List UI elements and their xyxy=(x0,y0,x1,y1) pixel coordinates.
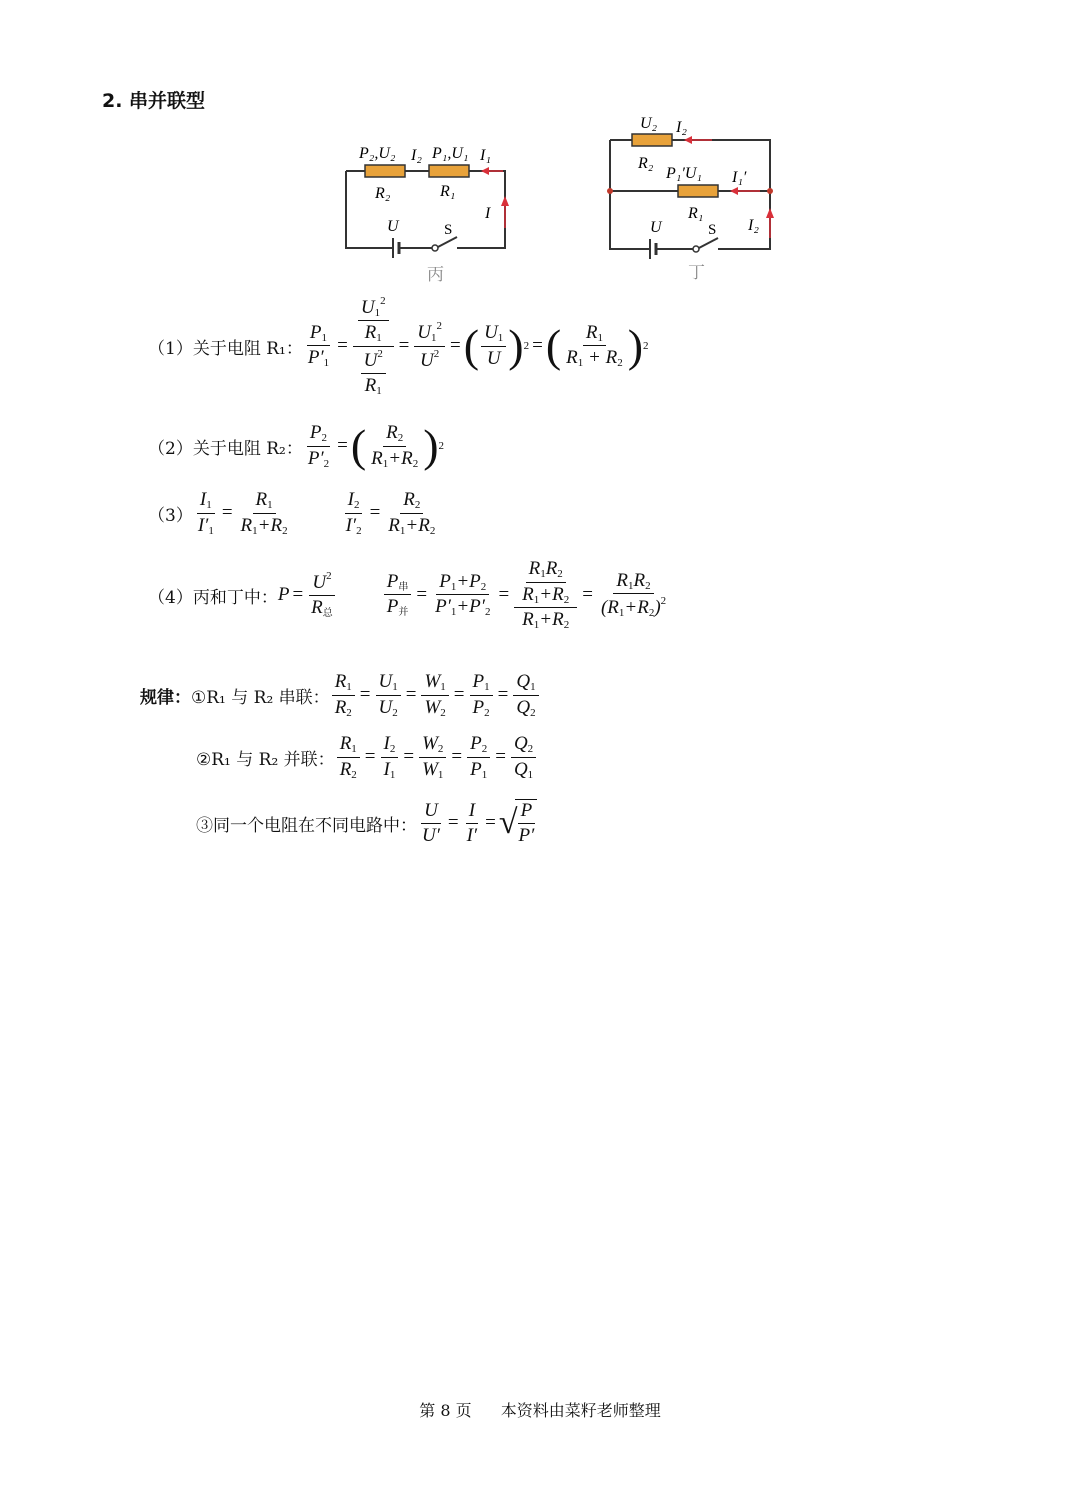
bing-label-i2: I₂ xyxy=(411,147,422,164)
formula-item-2: （2）关于电阻 R₂： $\frac{P_2}{P'_2}$ = ( $\frac{R_2}{R_1+R_2}$ ) 2 xyxy=(148,420,445,471)
sub-chuan: 串 xyxy=(398,581,409,593)
ding-label-u: U xyxy=(650,219,662,236)
page-footer xyxy=(0,1398,1080,1421)
ding-label-s: S xyxy=(708,222,717,238)
ding-label-i1p: I₁′ xyxy=(732,169,747,186)
rule-3: ③同一个电阻在不同电路中： $\frac{U}{U'}$ = $\frac{I}{I'}$ = √ $\frac{P}{P'}$ xyxy=(196,794,539,852)
sub-zong: 总 xyxy=(322,608,333,620)
source-note: 本资料由菜籽老师整理 xyxy=(500,1401,661,1420)
bing-caption: 丙 xyxy=(427,265,444,284)
item2-label: （2）关于电阻 R₂： xyxy=(148,438,303,459)
bing-label-s: S xyxy=(444,222,453,238)
rule2-label: ②R₁ 与 R₂ 并联： xyxy=(196,749,335,770)
circuit-bing-diagram xyxy=(335,138,525,288)
ding-label-i2-top: I₂ xyxy=(676,119,687,136)
rule-2: ②R₁ 与 R₂ 并联： $\frac{R_1}{R_2}$ = $\frac{I_2}{I_1}$ = $\frac{W_2}{W_1}$ = $\frac{P_2}{P_1}$ = $\frac{Q_2}{Q_1}$ xyxy=(196,728,538,786)
formula-item-3: （3） $\frac{I_1}{I'_1}$ = $\frac{R_1}{R_1+R_2}$ $\frac{I_2}{I'_2}$ = $\frac{R_2}{R_1+R_2}$ xyxy=(148,488,436,537)
rule-1: 规律： ①R₁ 与 R₂ 串联： $\frac{R_1}{R_2}$ = $\frac{U_1}{U_2}$ = $\frac{W_1}{W_2}$ = $\frac{P_1}{P_2}$ = $\frac{Q_1}{Q_2}$ xyxy=(140,666,541,724)
rules-title: 规律： xyxy=(140,687,191,708)
ding-caption: 丁 xyxy=(688,263,705,282)
ding-label-p1u1: P₁′U₁ xyxy=(666,165,702,182)
formula-item-1: （1）关于电阻 R₁： $\frac{P_1}{P'_1}$ = $\frac{\frac{U_1^2}{R_1}}{\frac{U^2}{R_1}}$ = $\frac{U_1^2}{U^2}$ = ( $\frac{U_1}{U}$ ) 2 = ( $\frac{R_1}{R_1 + R_2}$ ) 2 xyxy=(148,294,649,397)
sub-bing: 并 xyxy=(398,607,409,619)
bing-label-r1: R₁ xyxy=(440,183,456,200)
bing-label-u: U xyxy=(387,218,399,235)
rule1-label: ①R₁ 与 R₂ 串联： xyxy=(191,687,330,708)
bing-label-p2u2: P₂,U₂ xyxy=(359,145,396,162)
item3-label: （3） xyxy=(148,505,193,526)
page-number: 第 8 页 xyxy=(419,1401,472,1420)
bing-label-r2: R₂ xyxy=(375,185,391,202)
rule3-label: ③同一个电阻在不同电路中： xyxy=(196,815,417,836)
section-title: 2. 串并联型 xyxy=(102,90,206,112)
bing-label-i1: I₁ xyxy=(480,147,491,164)
bing-label-p1u1: P₁,U₁ xyxy=(432,145,469,162)
item1-label: （1）关于电阻 R₁： xyxy=(148,338,303,359)
ding-label-i2-right: I₂ xyxy=(748,217,759,234)
bing-label-i: I xyxy=(485,205,491,222)
circuit-ding-diagram xyxy=(600,108,790,288)
formula-item-4: （4）丙和丁中： P = $\frac{U^2}{R_总}$ $\frac{P_串}{P_并}$ = $\frac{P_1+P_2}{P'_1+P'_2}$ = $\frac{\frac{R_1R_2}{R_1+R_2}}{R_1+R_2}$ = $\frac{R_1R_2}{(R_1+R_2)^2}$ xyxy=(148,558,667,632)
ding-label-r1: R₁ xyxy=(688,205,704,222)
item4-label: （4）丙和丁中： xyxy=(148,587,278,608)
ding-label-r2: R₂ xyxy=(638,155,654,172)
ding-label-u2: U₂ xyxy=(640,115,658,132)
